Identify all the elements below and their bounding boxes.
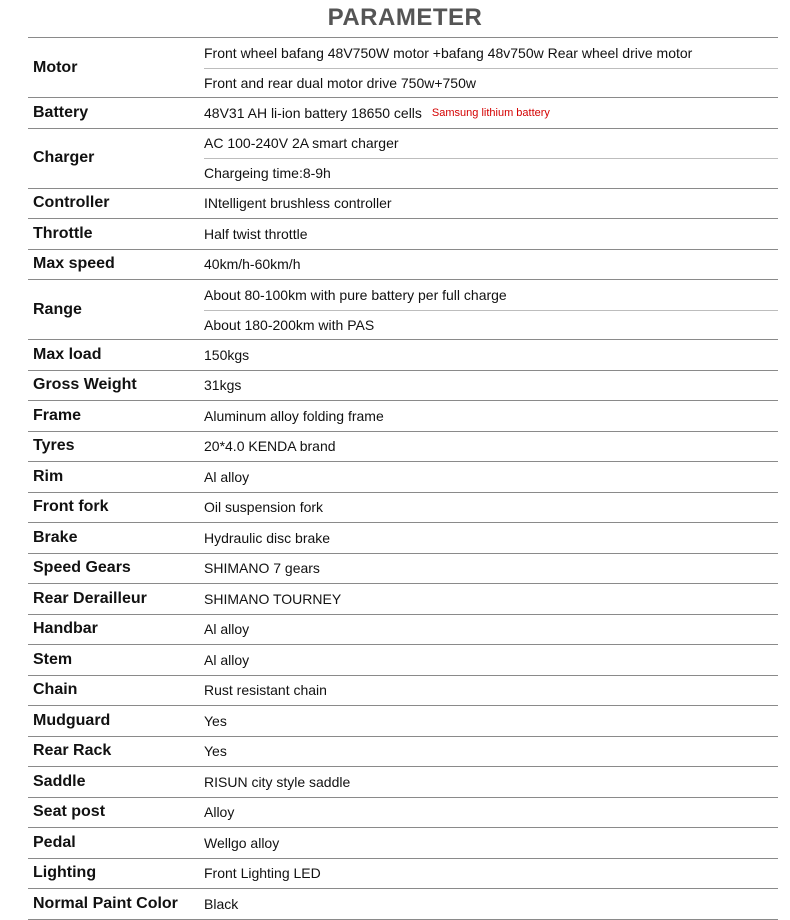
value-text: Oil suspension fork xyxy=(204,499,324,516)
table-row xyxy=(28,737,778,768)
row-label: Charger xyxy=(33,149,95,166)
table-row xyxy=(28,615,778,646)
value-cell xyxy=(204,38,778,68)
row-values xyxy=(204,98,778,128)
value-text: Yes xyxy=(204,743,227,760)
row-label: Max load xyxy=(33,345,102,363)
value-text: Al alloy xyxy=(204,651,250,668)
table-row xyxy=(28,462,778,493)
table-row xyxy=(28,250,778,281)
table-row xyxy=(28,859,778,890)
table-row xyxy=(28,98,778,129)
row-label: Seat post xyxy=(33,803,106,821)
row-label: Controller xyxy=(33,194,110,212)
table-row xyxy=(28,280,778,340)
row-label: Range xyxy=(33,300,82,318)
row-label: Brake xyxy=(33,528,78,546)
row-values xyxy=(204,340,778,370)
value-cell xyxy=(204,798,778,828)
row-values xyxy=(204,828,778,858)
value-text: Hydraulic disc brake xyxy=(204,529,331,546)
value-text: About 180-200km with PAS xyxy=(204,316,375,333)
value-cell xyxy=(204,310,778,340)
value-text: Al alloy xyxy=(204,621,250,638)
value-text: INtelligent brushless controller xyxy=(204,195,392,212)
table-row xyxy=(28,340,778,371)
row-label: Lighting xyxy=(33,864,97,882)
value-text: About 80-100km with pure battery per full charge xyxy=(204,286,507,303)
row-values xyxy=(204,219,778,249)
table-row xyxy=(28,889,778,920)
row-label: Tyres xyxy=(33,437,75,455)
row-values xyxy=(204,432,778,462)
table-row xyxy=(28,189,778,220)
table-row xyxy=(28,554,778,585)
row-values xyxy=(204,889,778,919)
value-text: Front wheel bafang 48V750W motor +bafang 48v750w Rear wheel drive motor xyxy=(204,44,693,61)
value-cell xyxy=(204,584,778,614)
row-values xyxy=(204,189,778,219)
value-cell xyxy=(204,767,778,797)
value-cell xyxy=(204,189,778,219)
row-values xyxy=(204,250,778,280)
row-values xyxy=(204,584,778,614)
value-cell xyxy=(204,158,778,188)
table-row xyxy=(28,371,778,402)
row-label: Chain xyxy=(33,681,78,699)
value-text: Al alloy xyxy=(204,468,250,485)
value-text: Front Lighting LED xyxy=(204,865,321,882)
row-label: Normal Paint Color xyxy=(33,894,178,912)
value-cell xyxy=(204,371,778,401)
value-cell xyxy=(204,98,778,128)
table-row xyxy=(28,219,778,250)
value-cell xyxy=(204,401,778,431)
value-cell xyxy=(204,340,778,370)
table-row xyxy=(28,645,778,676)
value-cell xyxy=(204,280,778,310)
table-row xyxy=(28,129,778,189)
value-cell xyxy=(204,523,778,553)
table-row xyxy=(28,493,778,524)
row-label: Mudguard xyxy=(33,711,111,729)
row-values xyxy=(204,371,778,401)
value-cell xyxy=(204,493,778,523)
row-values xyxy=(204,706,778,736)
row-values xyxy=(204,129,778,188)
row-label: Stem xyxy=(33,650,73,668)
row-values xyxy=(204,462,778,492)
value-text: 40km/h-60km/h xyxy=(204,256,301,273)
row-values xyxy=(204,798,778,828)
value-text: Chargeing time:8-9h xyxy=(204,165,331,182)
table-row xyxy=(28,706,778,737)
row-values xyxy=(204,615,778,645)
value-cell xyxy=(204,615,778,645)
value-cell xyxy=(204,859,778,889)
value-text: 48V31 AH li-ion battery 18650 cells xyxy=(204,104,422,121)
value-text: 150kgs xyxy=(204,346,250,363)
value-text: Wellgo alloy xyxy=(204,834,280,851)
value-text: Front and rear dual motor drive 750w+750w xyxy=(204,74,476,91)
row-label: Rear Rack xyxy=(33,742,112,760)
row-values xyxy=(204,523,778,553)
value-cell xyxy=(204,889,778,919)
value-cell xyxy=(204,462,778,492)
value-cell xyxy=(204,706,778,736)
row-label: Speed Gears xyxy=(33,559,131,577)
parameter-table xyxy=(28,38,778,920)
row-values xyxy=(204,645,778,675)
row-label: Handbar xyxy=(33,620,98,638)
value-cell xyxy=(204,250,778,280)
value-cell xyxy=(204,645,778,675)
value-text: Rust resistant chain xyxy=(204,682,327,699)
table-row xyxy=(28,767,778,798)
value-text: Half twist throttle xyxy=(204,225,308,242)
row-values xyxy=(204,737,778,767)
value-text: Aluminum alloy folding frame xyxy=(204,407,384,424)
row-values xyxy=(204,859,778,889)
row-label: Front fork xyxy=(33,498,109,516)
table-row xyxy=(28,798,778,829)
row-label: Throttle xyxy=(33,224,93,242)
row-values xyxy=(204,554,778,584)
row-label: Rim xyxy=(33,467,64,485)
row-values xyxy=(204,280,778,339)
row-label: Max speed xyxy=(33,255,115,273)
value-cell xyxy=(204,828,778,858)
value-cell xyxy=(204,129,778,159)
row-values xyxy=(204,493,778,523)
value-cell xyxy=(204,432,778,462)
row-label: Gross Weight xyxy=(33,376,137,394)
table-row xyxy=(28,401,778,432)
row-values xyxy=(204,767,778,797)
row-label: Motor xyxy=(33,58,78,76)
row-values xyxy=(204,401,778,431)
value-text: SHIMANO 7 gears xyxy=(204,560,320,577)
row-label: Saddle xyxy=(33,772,86,790)
table-row xyxy=(28,584,778,615)
table-row xyxy=(28,676,778,707)
table-row xyxy=(28,432,778,463)
value-text: Yes xyxy=(204,712,227,729)
table-row xyxy=(28,523,778,554)
value-text: SHIMANO TOURNEY xyxy=(204,590,342,607)
value-cell xyxy=(204,676,778,706)
value-text: 20*4.0 KENDA brand xyxy=(204,438,336,455)
value-cell xyxy=(204,219,778,249)
value-cell xyxy=(204,68,778,98)
value-cell xyxy=(204,737,778,767)
table-row xyxy=(28,38,778,98)
value-note: Samsung lithium battery xyxy=(431,106,550,119)
row-values xyxy=(204,676,778,706)
table-row xyxy=(28,828,778,859)
value-text: Alloy xyxy=(204,804,235,821)
page-title: PARAMETER xyxy=(327,4,483,31)
value-text: Black xyxy=(204,895,239,912)
row-label: Battery xyxy=(33,103,89,121)
value-text: 31kgs xyxy=(204,377,242,394)
value-cell xyxy=(204,554,778,584)
row-values xyxy=(204,38,778,97)
row-label: Rear Derailleur xyxy=(33,589,147,607)
value-text: AC 100-240V 2A smart charger xyxy=(204,135,399,152)
row-label: Pedal xyxy=(33,833,76,851)
value-text: RISUN city style saddle xyxy=(204,773,351,790)
row-label: Frame xyxy=(33,406,82,424)
